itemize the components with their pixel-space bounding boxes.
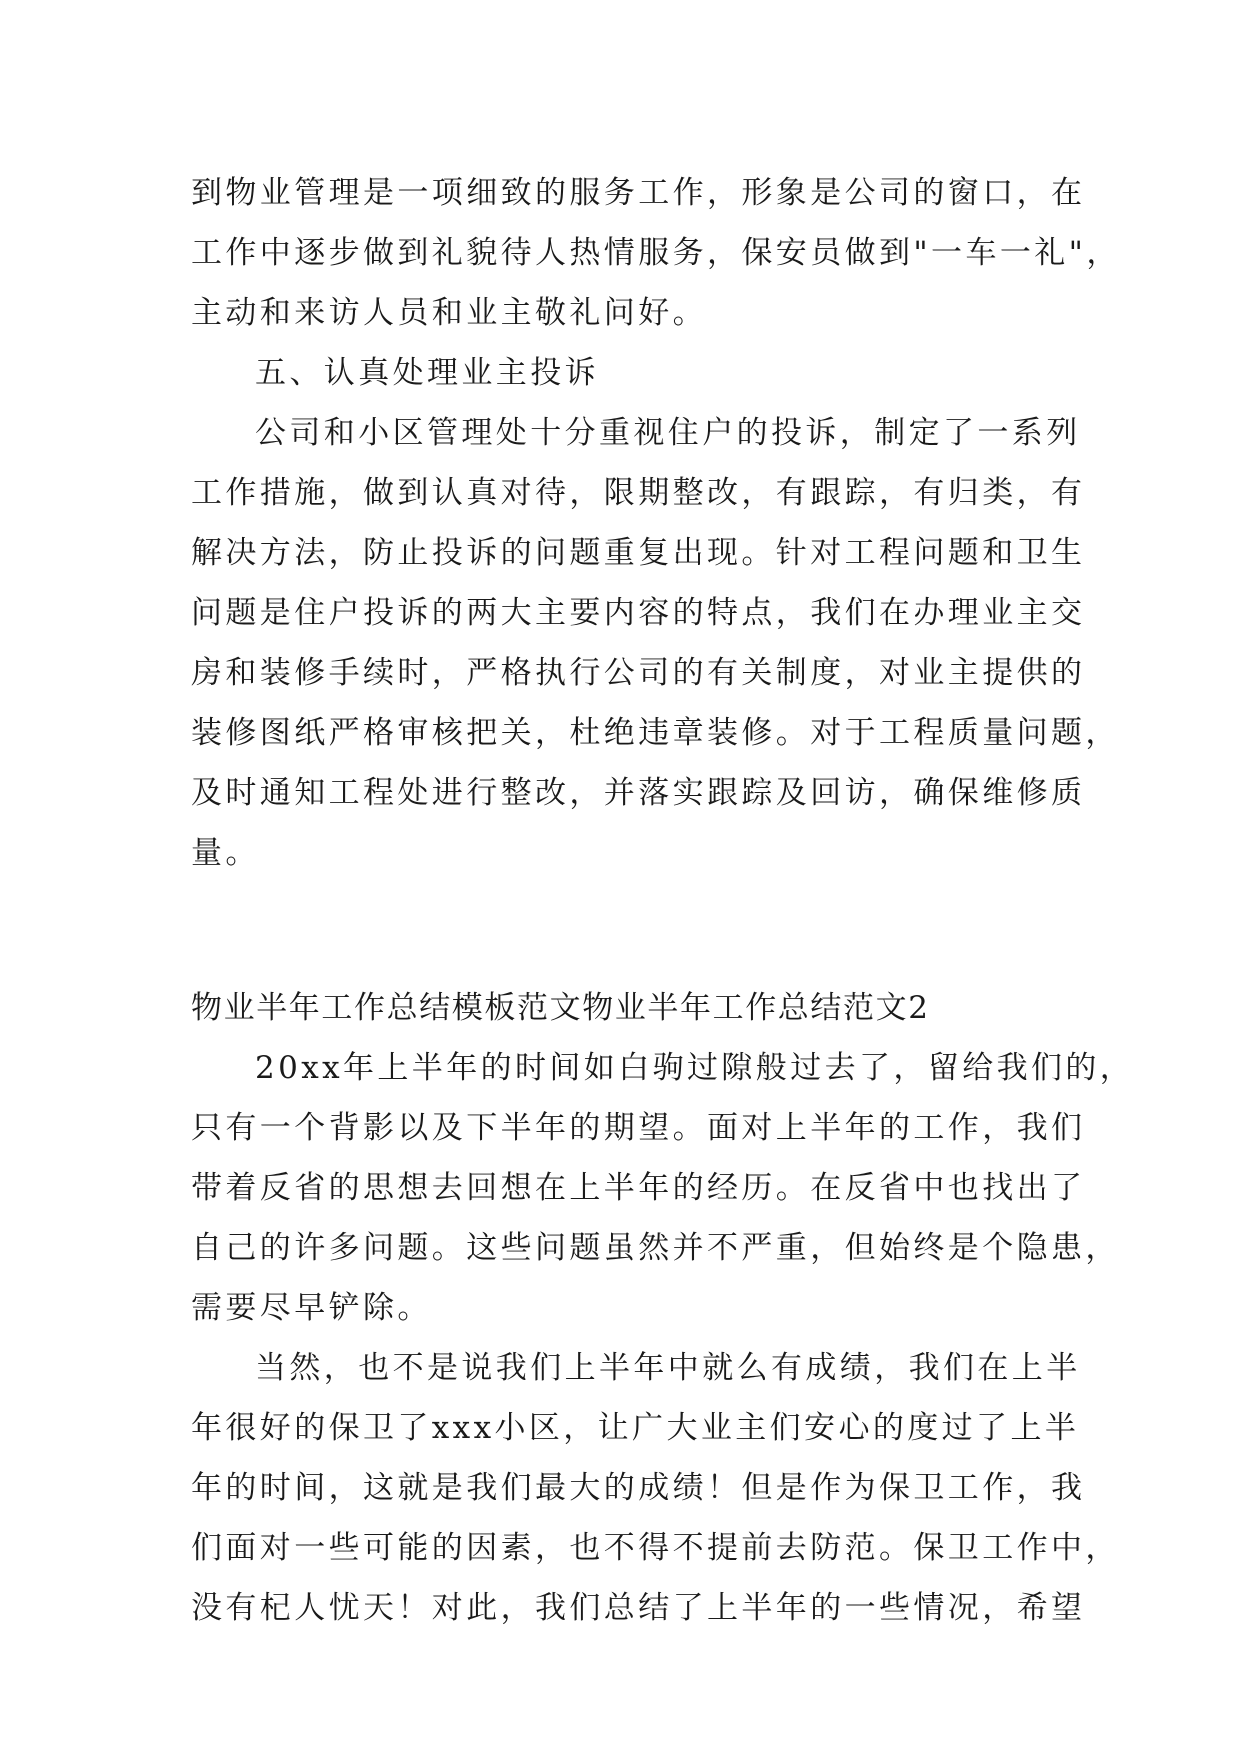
paragraph-line: 到物业管理是一项细致的服务工作，形象是公司的窗口，在 bbox=[191, 175, 1086, 211]
paragraph-line: 当然，也不是说我们上半年中就么有成绩，我们在上半 bbox=[255, 1350, 1081, 1386]
continued-paragraph bbox=[191, 163, 1121, 343]
paragraph-line: 及时通知工程处进行整改，并落实跟踪及回访，确保维修质 bbox=[191, 775, 1086, 811]
paragraph-line: 需要尽早铲除。 bbox=[191, 1290, 432, 1326]
paragraph-line: 只有一个背影以及下半年的期望。面对上半年的工作，我们 bbox=[191, 1110, 1086, 1146]
paragraph-line: 年很好的保卫了xxx小区，让广大业主们安心的度过了上半 bbox=[191, 1410, 1080, 1446]
paragraph-line: 自己的许多问题。这些问题虽然并不严重，但始终是个隐患， bbox=[191, 1230, 1120, 1266]
paragraph-line: 20xx年上半年的时间如白驹过隙般过去了，留给我们的， bbox=[255, 1050, 1135, 1086]
paragraph-line: 房和装修手续时，严格执行公司的有关制度，对业主提供的 bbox=[191, 655, 1086, 691]
section-spacer bbox=[191, 883, 1057, 978]
achievements-paragraph bbox=[191, 1338, 1120, 1638]
section-heading: 五、认真处理业主投诉 bbox=[255, 355, 599, 391]
paragraph-line: 工作中逐步做到礼貌待人热情服务，保安员做到"一车一礼"， bbox=[191, 235, 1121, 271]
paragraph-line: 没有杞人忧天！对此，我们总结了上半年的一些情况，希望 bbox=[191, 1590, 1086, 1626]
document-body bbox=[191, 163, 1135, 1638]
paragraph-line: 解决方法，防止投诉的问题重复出现。针对工程问题和卫生 bbox=[191, 535, 1086, 571]
intro-paragraph bbox=[191, 1038, 1135, 1338]
paragraph-line: 问题是住户投诉的两大主要内容的特点，我们在办理业主交 bbox=[191, 595, 1086, 631]
paragraph-line: 工作措施，做到认真对待，限期整改，有跟踪，有归类，有 bbox=[191, 475, 1086, 511]
paragraph-line: 主动和来访人员和业主敬礼问好。 bbox=[191, 295, 707, 331]
paragraph-line: 们面对一些可能的因素，也不得不提前去防范。保卫工作中， bbox=[191, 1530, 1120, 1566]
paragraph-line: 公司和小区管理处十分重视住户的投诉，制定了一系列 bbox=[255, 415, 1081, 451]
paragraph-line: 装修图纸严格审核把关，杜绝违章装修。对于工程质量问题， bbox=[191, 715, 1120, 751]
paragraph-line: 带着反省的思想去回想在上半年的经历。在反省中也找出了 bbox=[191, 1170, 1086, 1206]
paragraph-line: 年的时间，这就是我们最大的成绩！但是作为保卫工作，我 bbox=[191, 1470, 1086, 1506]
document-title: 物业半年工作总结模板范文物业半年工作总结范文2 bbox=[191, 990, 930, 1026]
complaints-paragraph bbox=[191, 403, 1120, 883]
paragraph-line: 量。 bbox=[191, 835, 260, 871]
